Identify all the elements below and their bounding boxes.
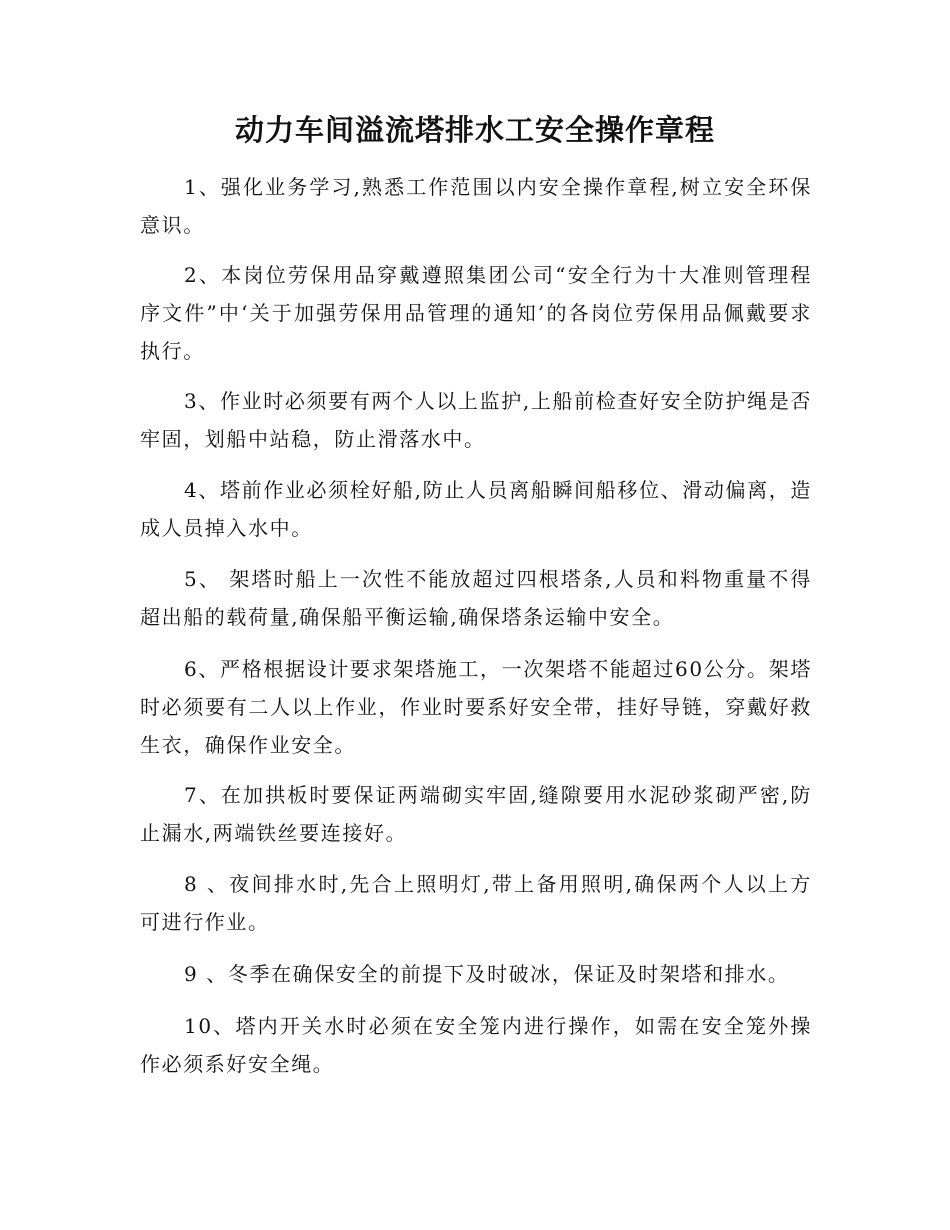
rule-paragraph-4: 4、塔前作业必须栓好船,防止人员离船瞬间船移位、滑动偏离，造成人员掉入水中。 xyxy=(140,478,812,540)
rule-paragraph-6: 6、严格根据设计要求架塔施工，一次架塔不能超过60公分。架塔时必须要有二人以上作业，作业时要系好安全带，挂好导链，穿戴好救生衣，确保作业安全。 xyxy=(140,657,812,757)
rule-paragraph-8: 8 、夜间排水时,先合上照明灯,带上备用照明,确保两个人以上方可进行作业。 xyxy=(140,872,812,934)
rule-paragraph-7: 7、在加拱板时要保证两端砌实牢固,缝隙要用水泥砂浆砌严密,防止漏水,两端铁丝要连接好。 xyxy=(140,783,812,845)
rule-paragraph-10: 10、塔内开关水时必须在安全笼内进行操作，如需在安全笼外操作必须系好安全绳。 xyxy=(140,1014,812,1076)
rule-paragraph-3: 3、作业时必须要有两个人以上监护,上船前检查好安全防护绳是否牢固，划船中站稳，防止滑落水中。 xyxy=(140,389,812,451)
document-title: 动力车间溢流塔排水工安全操作章程 xyxy=(234,113,715,147)
rule-paragraph-2: 2、本岗位劳保用品穿戴遵照集团公司“安全行为十大准则管理程序文件”中‘关于加强劳保用品管理的通知’的各岗位劳保用品佩戴要求执行。 xyxy=(140,263,812,363)
rule-paragraph-9: 9 、冬季在确保安全的前提下及时破冰，保证及时架塔和排水。 xyxy=(184,962,790,986)
rule-paragraph-1: 1、强化业务学习,熟悉工作范围以内安全操作章程,树立安全环保意识。 xyxy=(140,175,812,237)
rule-paragraph-5: 5、 架塔时船上一次性不能放超过四根塔条,人员和料物重量不得超出船的载荷量,确保船平衡运输,确保塔条运输中安全。 xyxy=(140,567,812,629)
